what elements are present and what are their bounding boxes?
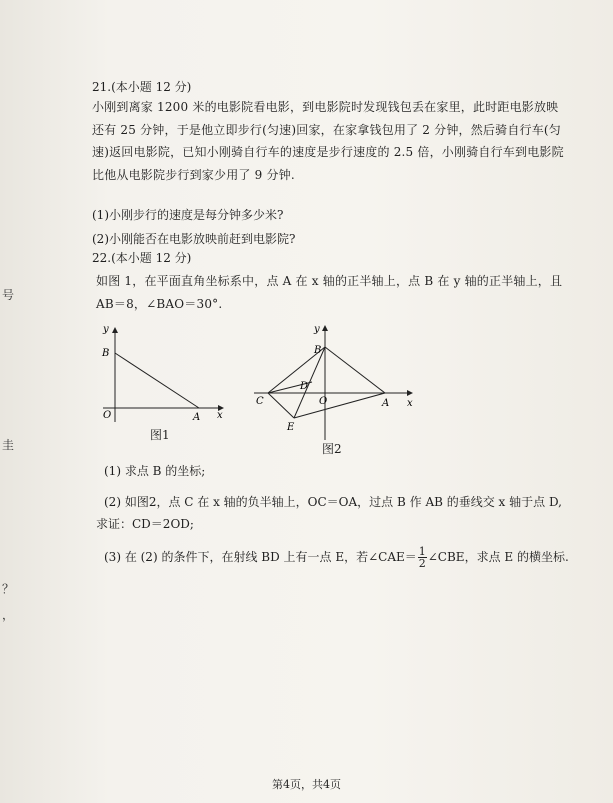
- fig1-label-b: B: [102, 348, 110, 359]
- fig2-segment-ae: [294, 393, 385, 418]
- fig2-label-x: x: [407, 398, 413, 409]
- fraction-numerator: 1: [418, 545, 426, 558]
- fig1-label-o: O: [103, 410, 112, 421]
- q22-part3: [104, 546, 569, 569]
- fig1-segment-ab: [115, 353, 199, 408]
- q21-part1: (1)小刚步行的速度是每分钟多少米?: [92, 208, 284, 222]
- fig2-label-c: C: [256, 396, 264, 407]
- q22-part2: (2) 如图2，点 C 在 x 轴的负半轴上，OC＝OA，过点 B 作 AB 的垂线交 x 轴于点 D,: [104, 495, 562, 509]
- figure-1: [95, 322, 235, 442]
- fig1-label-a: A: [193, 412, 201, 423]
- margin-char-3: ？: [2, 582, 15, 596]
- q22-part1: (1) 求点 B 的坐标;: [104, 464, 206, 478]
- fraction-denominator: 2: [418, 557, 426, 570]
- q21-heading: 21.(本小题 12 分): [92, 80, 192, 94]
- q22-part2b: 求证：CD＝2OD;: [96, 517, 194, 531]
- fig2-label-o: O: [319, 396, 328, 407]
- fraction-one-half: [418, 546, 427, 569]
- q21-part2: (2)小刚能否在电影放映前赶到电影院?: [92, 232, 296, 246]
- page-footer: 第4页，共4页: [272, 778, 341, 791]
- q22-intro: 如图 1，在平面直角坐标系中，点 A 在 x 轴的正半轴上，点 B 在 y 轴的正半轴上，且 AB＝8，∠BAO＝30°.: [96, 274, 563, 311]
- fig2-segment-ba: [325, 347, 385, 393]
- margin-char-2: 圭: [2, 438, 15, 452]
- fig2-label-a: A: [382, 398, 390, 409]
- fig2-label-y: y: [314, 324, 320, 335]
- margin-char-1: 号: [2, 288, 15, 302]
- fig1-label-x: x: [217, 410, 223, 421]
- q22-part3-text-b: ∠CBE，求点 E 的横坐标.: [427, 550, 569, 564]
- fig2-label-d: D: [300, 381, 309, 392]
- q21-body: 小刚到离家 1200 米的电影院看电影，到电影院时发现钱包丢在家里，此时距电影放映还有 25 分钟，于是他立即步行(匀速)回家，在家拿钱包用了 2 分钟，然后骑自行车(匀速)返回电影院，已知小刚骑自行车的速度是步行速度的 2.5 倍，小刚骑自行车到电影院比他从电影院步行到家少用了 9 分钟.: [92, 100, 564, 182]
- fig2-label-e: E: [287, 422, 295, 433]
- fig1-label-y: y: [103, 324, 109, 335]
- q22-heading: 22.(本小题 12 分): [92, 251, 192, 265]
- fig1-caption: 图1: [150, 428, 170, 442]
- q22-part3-text-a: (3) 在 (2) 的条件下，在射线 BD 上有一点 E，若∠CAE＝: [104, 550, 417, 564]
- margin-char-4: ，: [2, 608, 15, 622]
- figure-2: [250, 322, 425, 447]
- fig2-caption: 图2: [322, 442, 342, 456]
- fig2-segment-ce: [268, 393, 294, 418]
- fig2-label-b: B: [314, 345, 322, 356]
